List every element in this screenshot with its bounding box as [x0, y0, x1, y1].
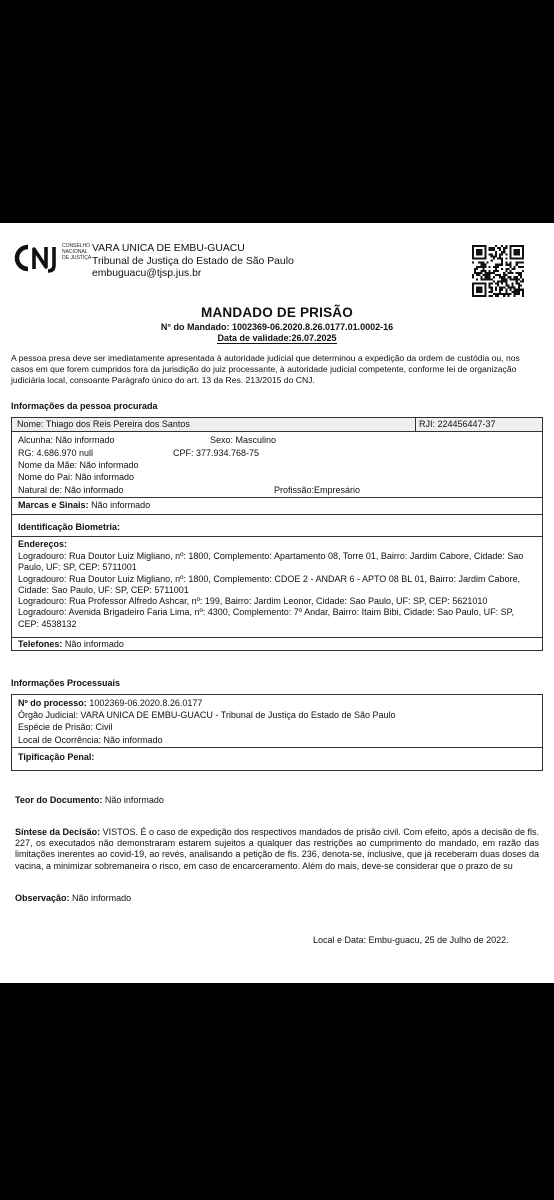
observacao: Observação: Não informado: [15, 893, 132, 903]
nome-mae: Nome da Mãe: Não informado: [18, 460, 139, 470]
qr-code: [472, 245, 524, 297]
process-details-box: [11, 694, 543, 771]
court-email: embuguacu@tjsp.jus.br: [92, 268, 202, 279]
teor-documento: Teor do Documento: Não informado: [15, 795, 164, 805]
enderecos-label: Endereços:: [18, 539, 68, 549]
warrant-document: [0, 223, 554, 983]
cnj-logo: [14, 243, 62, 273]
nome-pai: Nome do Pai: Não informado: [18, 472, 135, 482]
local-ocorrencia: Local de Ocorrência: Não informado: [18, 735, 163, 745]
sintese-decisao: Síntese da Decisão: VISTOS. É o caso de expedição dos respectivos mandados de prisão civil. Com efeito, após a decisão de fls. 227, os executados não demonstraram estarem sujeitos a qualquer das restrições ao cumprimento do mandado, em razão das limitações inerentes ao covid-19, ao revés, analisando a petição de fls. 236, denota-se, inclusive, que já receberam duas doses da vacina, a minimizar sobremaneira o risco, em caso de encarceramento. Além do mais, deve-se considerar que o prazo de su: [15, 827, 539, 871]
validity-date: Data de validade:26.07.2025: [217, 333, 337, 343]
cnj-logo-subtitle: CONSELHO NACIONAL DE JUSTIÇA: [62, 243, 92, 261]
cpf: CPF: 377.934.768-75: [173, 448, 260, 458]
sexo: Sexo: Masculino: [210, 435, 277, 445]
document-title: MANDADO DE PRISÃO: [201, 305, 353, 320]
local-data: Local e Data: Embu-guacu, 25 de Julho de 2022.: [313, 935, 509, 945]
address-item: Logradouro: Avenida Brigadeiro Faria Lima, nº: 4300, Complemento: 7º Andar, Bairro: Itaim Bibi, Cidade: Sao Paulo, UF: SP, CEP: 4538132: [18, 607, 515, 629]
natural-de: Natural de: Não informado: [18, 485, 124, 495]
telefones: Telefones: Não informado: [18, 639, 124, 649]
person-rji: RJI: 224456447-37: [419, 419, 496, 429]
alcunha: Alcunha: Não informado: [18, 435, 115, 445]
address-item: Logradouro: Rua Professor Alfredo Ashcar, nº: 199, Bairro: Jardim Leonor, Cidade: Sao Paulo, UF: SP, CEP: 5621010: [18, 596, 488, 607]
intro-paragraph: A pessoa presa deve ser imediatamente apresentada à autoridade judicial que determinou a expedição da ordem de custódia ou, nos casos em que forem cumpridos fora da jurisdição do juiz processante, à autoridade judicial competente, conforme lei de organização judiciária local, consoante Parágrafo único do art. 13 da Res. 213/2015 do CNJ.: [11, 353, 520, 385]
court-header: [92, 243, 294, 281]
address-item: Logradouro: Rua Doutor Luiz Migliano, nº: 1800, Complemento: CDOE 2 - ANDAR 6 - APTO 08 BL 01, Bairro: Jardim Cabore, Cidade: Sao Paulo, UF: SP, CEP: 5711001: [18, 573, 521, 595]
rg: RG: 4.686.970 null: [18, 448, 94, 458]
name-bar: [11, 417, 543, 432]
tipificacao-label: Tipificação Penal:: [18, 752, 95, 762]
court-tribunal: Tribunal de Justiça do Estado de São Paulo: [92, 255, 294, 267]
profissao: Profissão:Empresário: [274, 485, 361, 495]
address-list: [18, 551, 536, 630]
address-item: Logradouro: Rua Doutor Luiz Migliano, nº: 1800, Complemento: Apartamento 08, Torre 01, Bairro: Jardim Cabore, Cidade: Sao Paulo, UF: SP, CEP: 5711001: [18, 551, 524, 573]
court-name: VARA UNICA DE EMBU-GUACU: [92, 243, 245, 254]
section-heading-person: Informações da pessoa procurada: [11, 401, 158, 411]
orgao-judicial: Órgão Judicial: VARA UNICA DE EMBU-GUACU - Tribunal de Justiça do Estado de São Paulo: [18, 710, 396, 720]
warrant-number: N° do Mandado: 1002369-06.2020.8.26.0177.01.0002-16: [160, 322, 394, 332]
biometria-label: Identificação Biometria:: [18, 522, 121, 532]
especie-prisao: Espécie de Prisão: Civil: [18, 722, 113, 732]
person-details-box: [11, 431, 543, 651]
section-heading-process: Informações Processuais: [11, 678, 121, 688]
person-name: Nome: Thiago dos Reis Pereira dos Santos: [17, 419, 190, 429]
process-number: Nº do processo: 1002369-06.2020.8.26.0177: [18, 698, 203, 708]
marcas-sinais: Marcas e Sinais: Não informado: [18, 500, 151, 510]
